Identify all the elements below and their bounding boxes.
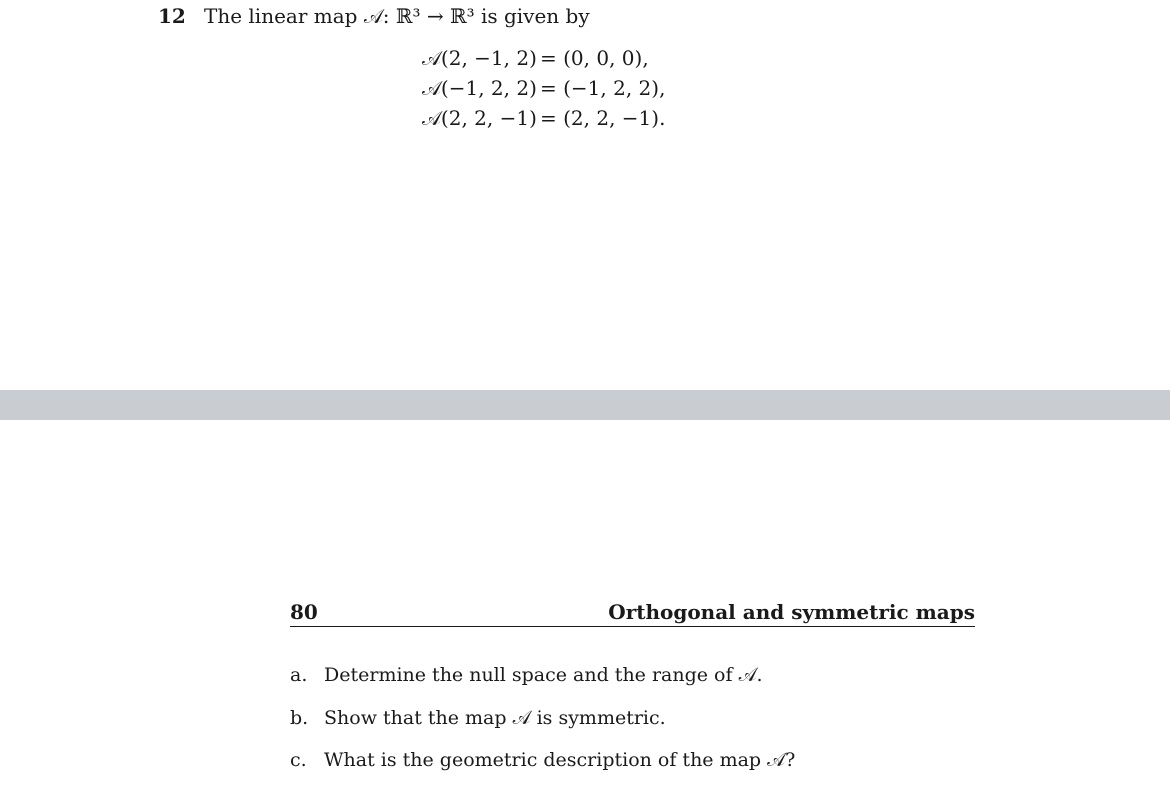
page-bottom: [0, 420, 1170, 792]
header-rule: [290, 626, 975, 627]
question-label: c.: [290, 749, 307, 771]
equation-lhs: 𝒜(2, −1, 2): [422, 46, 537, 70]
question-text: Determine the null space and the range of 𝒜.: [324, 664, 763, 686]
equation-rhs: = (2, 2, −1).: [540, 106, 666, 130]
equation-lhs: 𝒜(−1, 2, 2): [422, 76, 537, 100]
page-number: 80: [290, 600, 318, 624]
question-text: Show that the map 𝒜 is symmetric.: [324, 707, 666, 729]
question-label: b.: [290, 707, 309, 729]
chapter-title: Orthogonal and symmetric maps: [608, 600, 975, 624]
equation-rhs: = (−1, 2, 2),: [540, 76, 666, 100]
equation-rhs: = (0, 0, 0),: [540, 46, 649, 70]
question-text: What is the geometric description of the map 𝒜?: [324, 749, 796, 771]
question-label: a.: [290, 664, 308, 686]
problem-statement: The linear map 𝒜: ℝ³ → ℝ³ is given by: [204, 4, 590, 28]
page-separator: [0, 390, 1170, 420]
equation-lhs: 𝒜(2, 2, −1): [422, 106, 537, 130]
problem-number: 12: [158, 4, 186, 28]
